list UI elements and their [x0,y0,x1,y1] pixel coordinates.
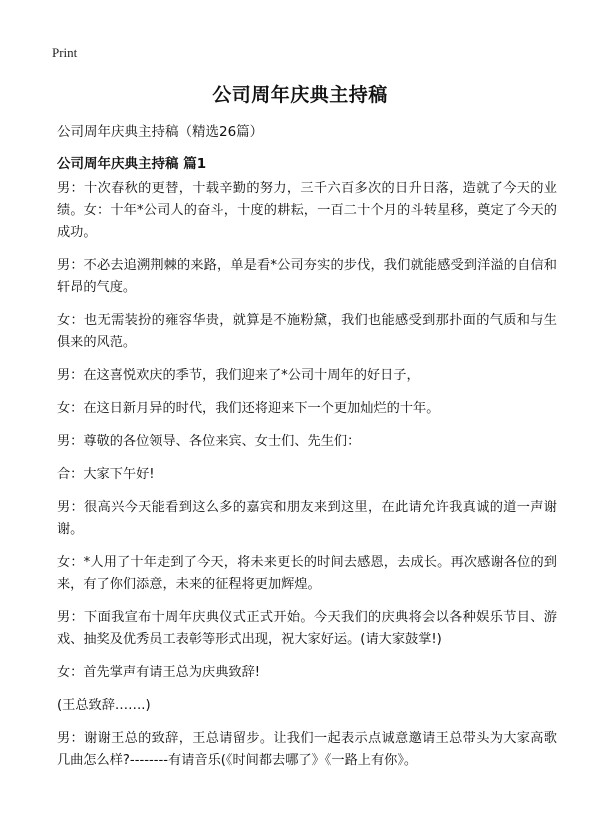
paragraph: 女：在这日新月异的时代，我们还将迎来下一个更加灿烂的十年。 [57,401,440,416]
page-title: 公司周年庆典主持稿 [212,84,388,106]
paragraph: 女：*人用了十年走到了今天，将未来更长的时间去感恩，去成长。再次感谢各位的到来，有了你们添意，未来的征程将更加辉煌。 [57,555,557,592]
paragraph: 男：十次春秋的更替，十载辛勤的努力，三千六百多次的日升日落，造就了今天的业绩。女：十年*公司人的奋斗，十度的耕耘，一百二十个月的斗转星移，奠定了今天的成功。 [57,181,557,240]
paragraph: 男：在这喜悦欢庆的季节，我们迎来了*公司十周年的好日子， [57,368,420,383]
print-link[interactable]: Print [52,45,78,60]
paragraph: 男：下面我宣布十周年庆典仪式正式开始。今天我们的庆典将会以各种娱乐节目、游戏、抽奖及优秀员工表彰等形式出现，祝大家好运。(请大家鼓掌!) [57,610,557,647]
paragraph: 女：也无需装扮的雍容华贵，就算是不施粉黛，我们也能感受到那扑面的气质和与生俱来的风范。 [57,313,557,350]
section-heading: 公司周年庆典主持稿 篇1 [57,156,207,172]
paragraph: 合：大家下午好! [57,467,155,482]
paragraph: 女：首先掌声有请王总为庆典致辞! [57,665,261,680]
document-body [57,178,557,783]
document-subtitle: 公司周年庆典主持稿（精选26篇） [57,124,264,140]
paragraph: 男：谢谢王总的致辞，王总请留步。让我们一起表示点诚意邀请王总带头为大家高歌几曲怎么样?--------有请音乐(《时间都去哪了》《一路上有你》。 [57,731,557,768]
paragraph: 男：尊敬的各位领导、各位来宾、女士们、先生们： [57,434,361,449]
paragraph: 男：很高兴今天能看到这么多的嘉宾和朋友来到这里，在此请允许我真诚的道一声谢谢。 [57,500,557,537]
paragraph: 男：不必去追溯荆棘的来路，单是看*公司夯实的步伐，我们就能感受到洋溢的自信和轩昂的气度。 [57,258,557,295]
paragraph: (王总致辞…….) [57,698,151,713]
